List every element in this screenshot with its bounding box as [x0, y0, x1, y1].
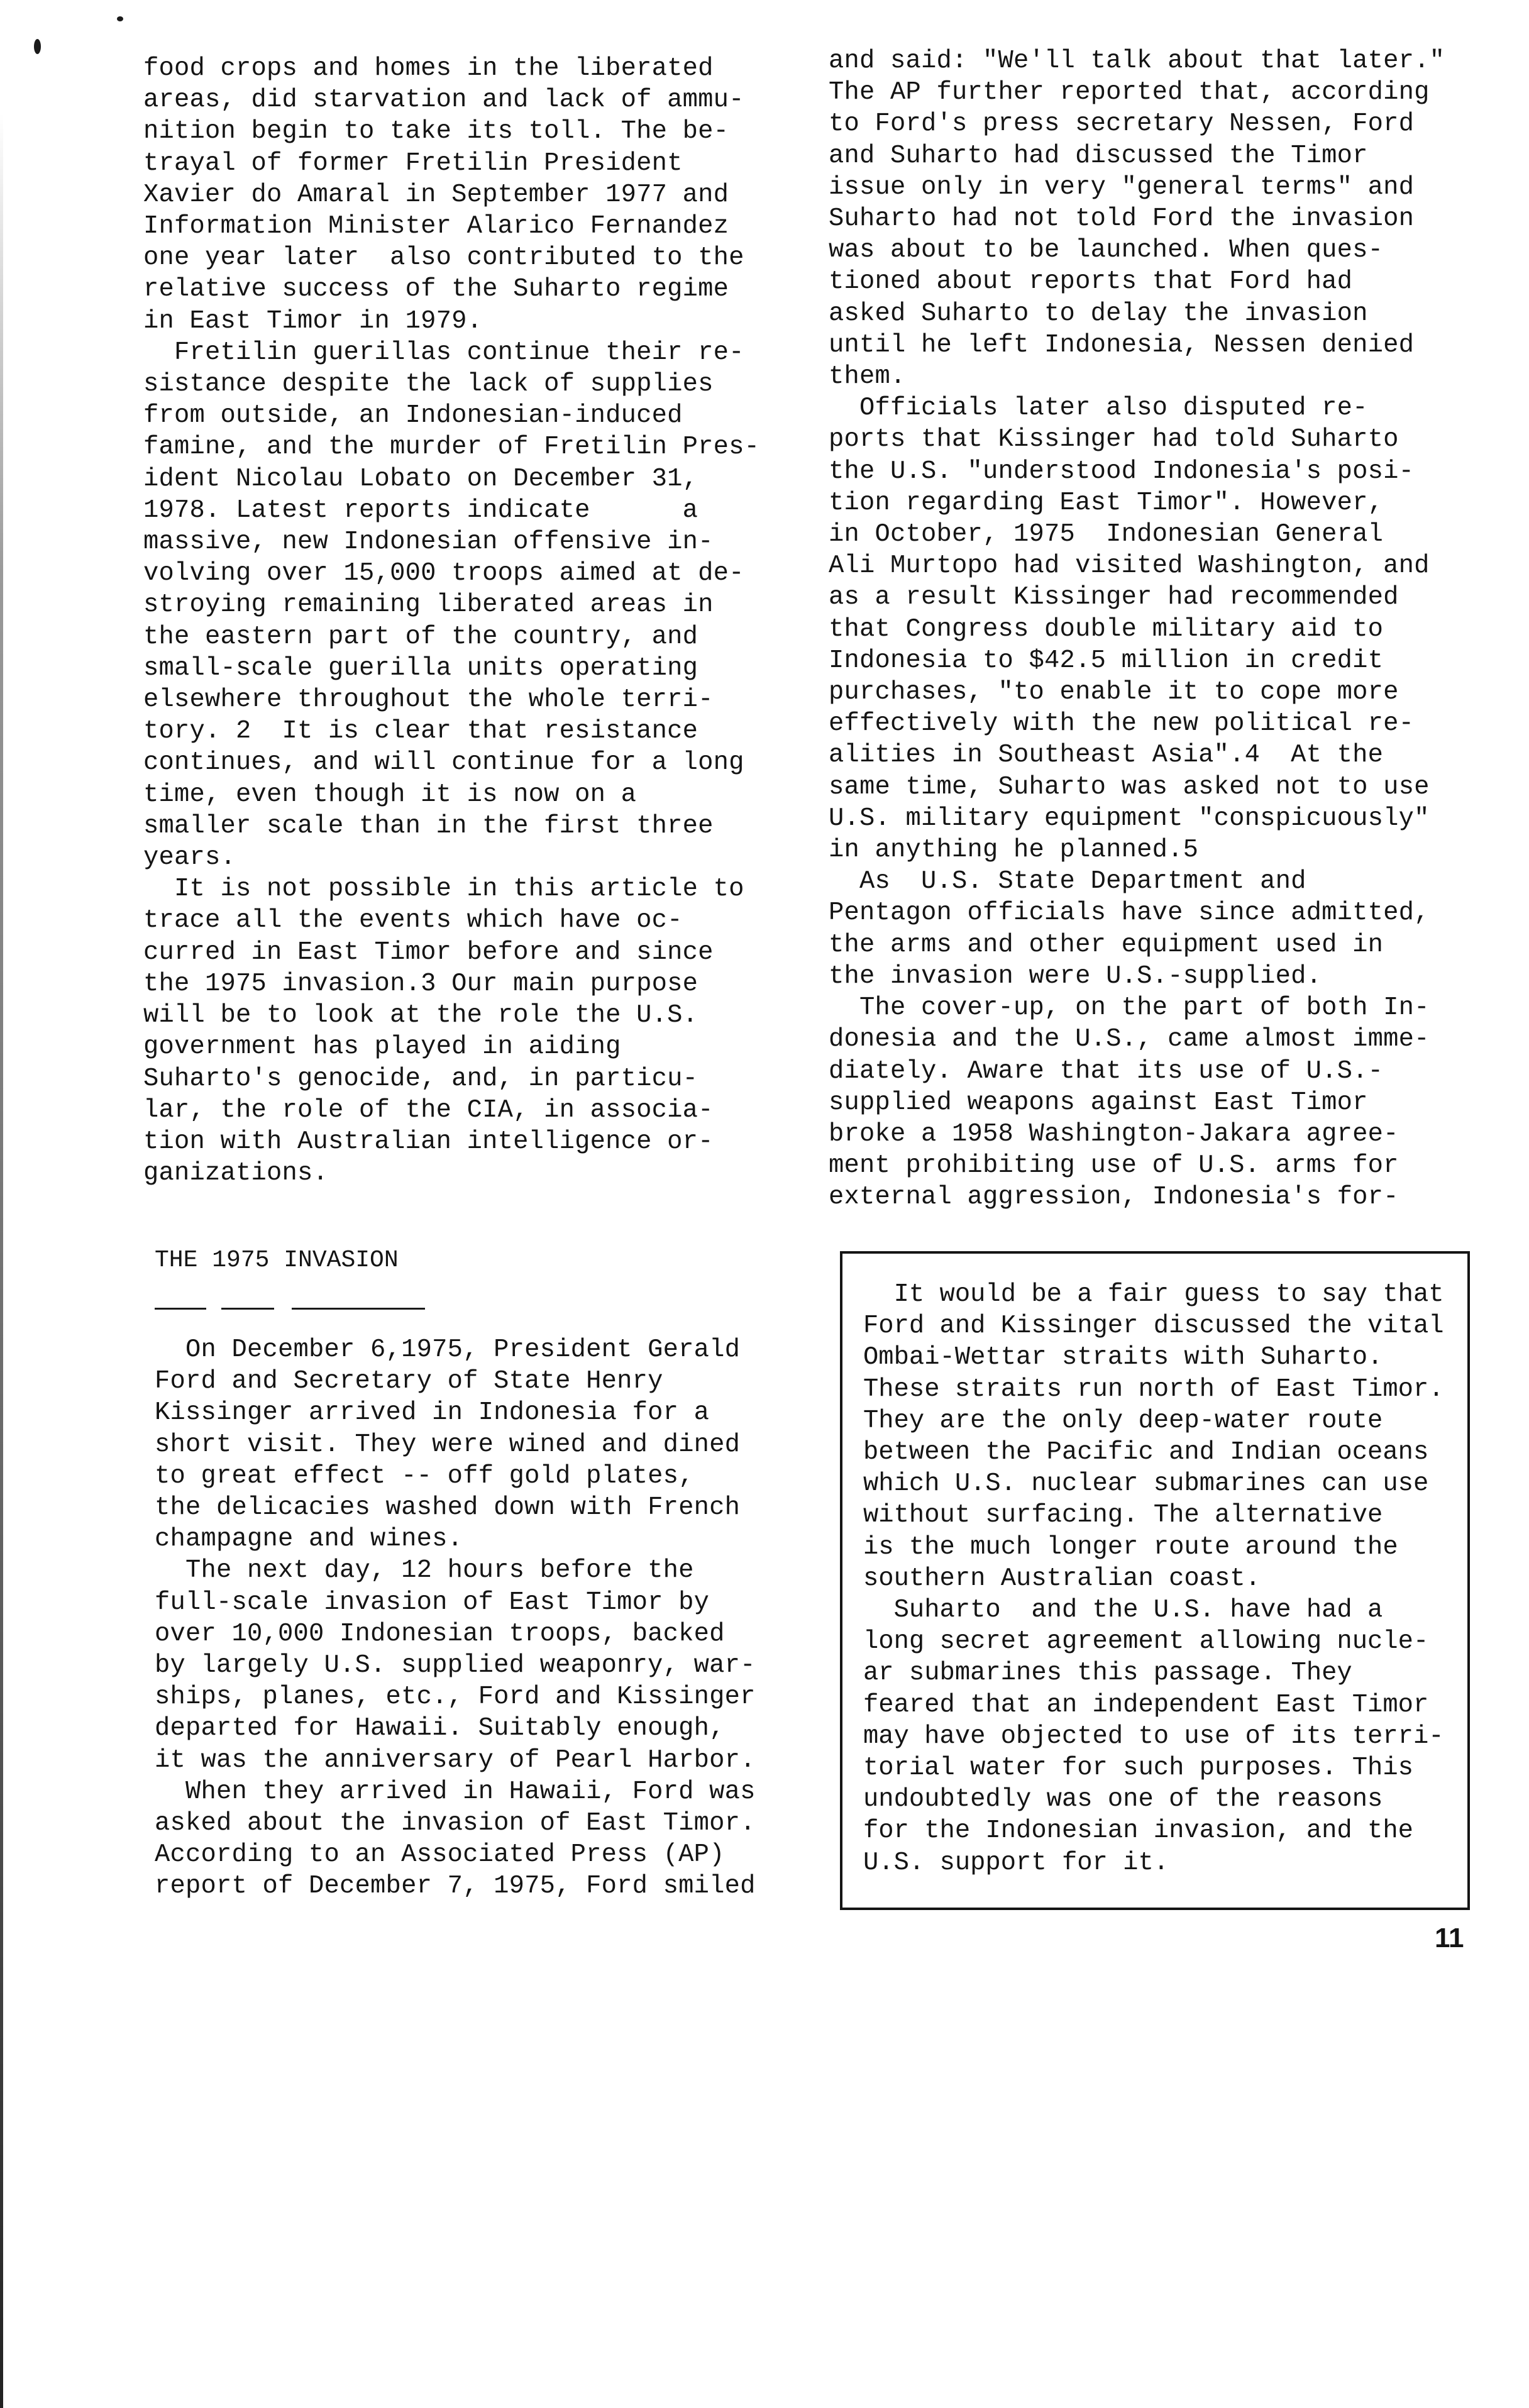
- text-line: On December 6,1975, President Gerald: [155, 1335, 741, 1364]
- text-line: trayal of former Fretilin President: [143, 148, 683, 178]
- text-line: and said: "We'll talk about that later.": [829, 47, 1445, 75]
- text-line: elsewhere throughout the whole terri-: [143, 685, 714, 715]
- text-line: Indonesia to $42.5 million in credit: [829, 646, 1384, 675]
- text-line: as a result Kissinger had recommended: [829, 583, 1399, 612]
- sidebar-line: U.S. support for it.: [863, 1848, 1169, 1877]
- text-line: departed for Hawaii. Suitably enough,: [155, 1714, 725, 1743]
- sidebar-line: ar submarines this passage. They: [863, 1659, 1352, 1688]
- text-line: According to an Associated Press (AP): [155, 1840, 725, 1870]
- text-line: Pentagon officials have since admitted,: [829, 898, 1430, 928]
- text-line: the arms and other equipment used in: [829, 930, 1384, 959]
- text-line: nition begin to take its toll. The be-: [143, 117, 729, 146]
- text-line: that Congress double military aid to: [829, 614, 1384, 644]
- sidebar-line: torial water for such purposes. This: [863, 1754, 1413, 1783]
- text-line: tory. 2 It is clear that resistance: [143, 717, 698, 746]
- text-line: purchases, "to enable it to cope more: [829, 678, 1399, 707]
- text-line: until he left Indonesia, Nessen denied: [829, 330, 1415, 360]
- text-line: Kissinger arrived in Indonesia for a: [155, 1398, 710, 1428]
- sidebar-box: [840, 1251, 1470, 1910]
- text-line: issue only in very "general terms" and: [829, 172, 1415, 202]
- text-line: tion with Australian intelligence or-: [143, 1127, 714, 1156]
- heading-rule: [155, 1308, 206, 1310]
- text-line: one year later also contributed to the: [143, 243, 744, 273]
- sidebar-line: Ombai-Wettar straits with Suharto.: [863, 1343, 1383, 1372]
- text-line: years.: [143, 843, 236, 873]
- text-line: same time, Suharto was asked not to use: [829, 772, 1430, 802]
- sidebar-text: [863, 1279, 1444, 1879]
- sidebar-line: undoubtedly was one of the reasons: [863, 1785, 1383, 1814]
- ink-speck: [34, 39, 41, 54]
- text-line: in October, 1975 Indonesian General: [829, 520, 1384, 550]
- text-line: to Ford's press secretary Nessen, Ford: [829, 109, 1415, 139]
- text-line: U.S. military equipment "conspicuously": [829, 804, 1430, 833]
- text-line: food crops and homes in the liberated: [143, 54, 714, 83]
- heading-rule: [292, 1308, 425, 1310]
- text-line: Suharto had not told Ford the invasion: [829, 204, 1415, 234]
- text-line: Ali Murtopo had visited Washington, and: [829, 551, 1430, 581]
- text-line: tioned about reports that Ford had: [829, 267, 1353, 297]
- sidebar-line: feared that an independent East Timor: [863, 1690, 1429, 1720]
- text-line: tion regarding East Timor". However,: [829, 488, 1384, 517]
- text-line: the 1975 invasion.3 Our main purpose: [143, 969, 698, 998]
- text-line: alities in Southeast Asia".4 At the: [829, 741, 1384, 770]
- text-line: Ford and Secretary of State Henry: [155, 1367, 663, 1396]
- sidebar-line: These straits run north of East Timor.: [863, 1374, 1444, 1404]
- text-line: donesia and the U.S., came almost imme-: [829, 1025, 1430, 1054]
- text-line: and Suharto had discussed the Timor: [829, 141, 1368, 170]
- sidebar-line: Suharto and the U.S. have had a: [863, 1596, 1383, 1625]
- text-line: small-scale guerilla units operating: [143, 653, 698, 683]
- text-line: The next day, 12 hours before the: [155, 1556, 694, 1586]
- text-line: famine, and the murder of Fretilin Pres-: [143, 433, 760, 462]
- text-line: diately. Aware that its use of U.S.-: [829, 1056, 1384, 1086]
- text-line: government has played in aiding: [143, 1032, 621, 1062]
- text-line: relative success of the Suharto regime: [143, 275, 729, 304]
- text-line: smaller scale than in the first three: [143, 811, 714, 841]
- left-column-lower: [155, 1334, 790, 1903]
- text-line: trace all the events which have oc-: [143, 906, 683, 936]
- text-line: by largely U.S. supplied weaponry, war-: [155, 1651, 756, 1681]
- page-number: 11: [1435, 1923, 1464, 1953]
- left-column-upper: [143, 53, 778, 1189]
- sidebar-line: is the much longer route around the: [863, 1532, 1398, 1562]
- text-line: Xavier do Amaral in September 1977 and: [143, 180, 729, 209]
- section-heading: THE 1975 INVASION: [155, 1247, 399, 1274]
- text-line: broke a 1958 Washington-Jakara agree-: [829, 1119, 1399, 1149]
- text-line: will be to look at the role the U.S.: [143, 1001, 698, 1030]
- sidebar-line: may have objected to use of its terri-: [863, 1721, 1444, 1751]
- text-line: external aggression, Indonesia's for-: [829, 1183, 1399, 1212]
- text-line: time, even though it is now on a: [143, 780, 637, 809]
- text-line: in East Timor in 1979.: [143, 306, 483, 336]
- text-line: curred in East Timor before and since: [143, 937, 714, 967]
- ink-speck: [117, 16, 123, 21]
- text-line: supplied weapons against East Timor: [829, 1088, 1368, 1117]
- text-line: the eastern part of the country, and: [143, 622, 698, 651]
- text-line: it was the anniversary of Pearl Harbor.: [155, 1745, 756, 1775]
- text-line: ports that Kissinger had told Suharto: [829, 425, 1399, 455]
- sidebar-line: which U.S. nuclear submarines can use: [863, 1469, 1429, 1499]
- text-line: ident Nicolau Lobato on December 31,: [143, 464, 698, 494]
- text-line: Suharto's genocide, and, in particu-: [143, 1064, 698, 1093]
- text-line: areas, did starvation and lack of ammu-: [143, 86, 744, 115]
- text-line: ships, planes, etc., Ford and Kissinger: [155, 1682, 756, 1712]
- sidebar-line: between the Pacific and Indian oceans: [863, 1438, 1429, 1467]
- heading-rule: [221, 1308, 274, 1310]
- text-line: Information Minister Alarico Fernandez: [143, 212, 729, 241]
- text-line: The cover-up, on the part of both In-: [829, 993, 1430, 1023]
- text-line: As U.S. State Department and: [829, 867, 1306, 897]
- sidebar-line: Ford and Kissinger discussed the vital: [863, 1312, 1444, 1341]
- text-line: It is not possible in this article to: [143, 875, 744, 904]
- text-line: lar, the role of the CIA, in associa-: [143, 1095, 714, 1125]
- text-line: ment prohibiting use of U.S. arms for: [829, 1151, 1399, 1181]
- text-line: in anything he planned.5: [829, 836, 1199, 865]
- text-line: champagne and wines.: [155, 1525, 463, 1554]
- right-column: [829, 45, 1489, 1213]
- text-line: When they arrived in Hawaii, Ford was: [155, 1777, 756, 1806]
- text-line: them.: [829, 362, 906, 392]
- sidebar-line: southern Australian coast.: [863, 1564, 1261, 1593]
- text-line: Fretilin guerillas continue their re-: [143, 338, 744, 367]
- sidebar-line: long secret agreement allowing nucle-: [863, 1627, 1429, 1657]
- sidebar-line: It would be a fair guess to say that: [863, 1280, 1444, 1309]
- sidebar-line: without surfacing. The alternative: [863, 1501, 1383, 1530]
- text-line: the invasion were U.S.-supplied.: [829, 961, 1322, 991]
- text-line: the U.S. "understood Indonesia's posi-: [829, 456, 1415, 486]
- text-line: asked about the invasion of East Timor.: [155, 1809, 756, 1838]
- text-line: over 10,000 Indonesian troops, backed: [155, 1619, 725, 1649]
- text-line: was about to be launched. When ques-: [829, 236, 1384, 265]
- text-line: asked Suharto to delay the invasion: [829, 299, 1368, 328]
- text-line: effectively with the new political re-: [829, 709, 1415, 739]
- text-line: 1978. Latest reports indicate a: [143, 495, 698, 525]
- text-line: The AP further reported that, according: [829, 78, 1430, 108]
- text-line: volving over 15,000 troops aimed at de-: [143, 559, 744, 588]
- sidebar-line: They are the only deep-water route: [863, 1406, 1383, 1435]
- text-line: to great effect -- off gold plates,: [155, 1461, 694, 1491]
- sidebar-line: for the Indonesian invasion, and the: [863, 1816, 1413, 1846]
- text-line: short visit. They were wined and dined: [155, 1430, 741, 1459]
- text-line: massive, new Indonesian offensive in-: [143, 527, 714, 557]
- text-line: sistance despite the lack of supplies: [143, 370, 714, 399]
- text-line: report of December 7, 1975, Ford smiled: [155, 1872, 756, 1901]
- text-line: ganizations.: [143, 1159, 329, 1188]
- text-line: continues, and will continue for a long: [143, 748, 744, 778]
- text-line: from outside, an Indonesian-induced: [143, 401, 683, 431]
- binding-edge: [0, 113, 3, 2408]
- text-line: full-scale invasion of East Timor by: [155, 1588, 710, 1617]
- text-line: the delicacies washed down with French: [155, 1493, 741, 1523]
- text-line: Officials later also disputed re-: [829, 394, 1368, 423]
- text-line: stroying remaining liberated areas in: [143, 590, 714, 620]
